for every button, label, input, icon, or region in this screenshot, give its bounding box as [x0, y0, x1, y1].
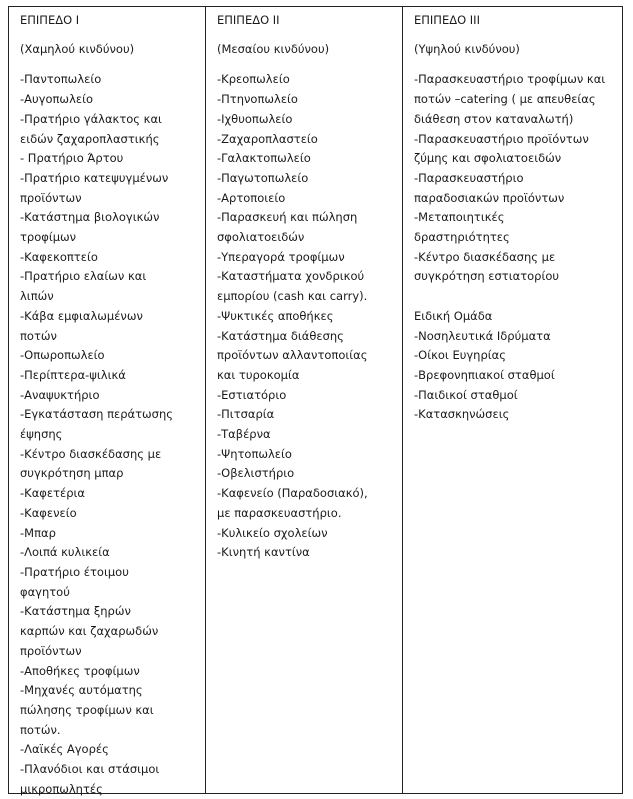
list — [414, 327, 616, 426]
list-item: ποτών — [20, 328, 57, 343]
list-item: -Βρεφονηπιακοί σταθμοί — [414, 367, 555, 382]
list-item: -Ζαχαροπλαστείο — [217, 131, 318, 146]
column-level-1 — [9, 7, 205, 796]
list-item: -Κατάστημα διάθεσης — [217, 328, 344, 343]
list-item: διάθεση στον καταναλωτή) — [414, 111, 574, 126]
list-item: -Πρατήριο γάλακτος και — [20, 111, 162, 126]
list-item: -Γαλακτοπωλείο — [217, 151, 311, 166]
list-item: ποτών –catering ( με απευθείας — [414, 92, 596, 107]
list-item: έψησης — [20, 427, 63, 442]
list-item: συγκρότηση εστιατορίου — [414, 269, 560, 284]
list-item: σφολιατοειδών — [217, 230, 305, 245]
list-item: -Πλανόδιοι και στάσιμοι — [20, 762, 160, 777]
list-item: -Παρασκευαστήριο τροφίμων και — [414, 72, 606, 87]
list — [217, 70, 396, 563]
column-subheader: (Μεσαίου κινδύνου) — [217, 41, 330, 56]
list-item: -Αρτοποιείο — [217, 190, 286, 205]
column-subheader: (Χαμηλού κινδύνου) — [20, 41, 135, 56]
list-item: -Κυλικείο σχολείων — [217, 525, 328, 540]
spacer — [414, 287, 616, 307]
list-item: -Μηχανές αυτόματης — [20, 683, 143, 698]
list-item: -Πτηνοπωλείο — [217, 92, 298, 107]
list-item: μικροπωλητές — [20, 781, 103, 796]
list-item: -Κατάστημα ξηρών — [20, 604, 131, 619]
list-item: -Πρατήριο ελαίων και — [20, 269, 147, 284]
list-item: -Κατασκηνώσεις — [414, 407, 510, 422]
list-item: προϊόντων αλλαντοποιίας — [217, 348, 368, 363]
list-item: -Κατάστημα βιολογικών — [20, 210, 160, 225]
list-item: -Ταβέρνα — [217, 427, 271, 442]
list-item: παραδοσιακών προϊόντων — [414, 190, 565, 205]
list-item: -Λαϊκές Αγορές — [20, 742, 109, 757]
column-header: ΕΠΙΠΕΔΟ Ι — [20, 13, 80, 27]
list-item: καρπών και ζαχαρωδών — [20, 624, 159, 639]
list-item: -Αυγοπωλείο — [20, 92, 94, 107]
list — [20, 70, 199, 799]
list-item: -Κέντρο διασκέδασης με — [20, 446, 162, 461]
list-item: -Κάβα εμφιαλωμένων — [20, 308, 143, 323]
column-header: ΕΠΙΠΕΔΟ ΙΙΙ — [414, 13, 480, 27]
list-item: -Εστιατόριο — [217, 387, 287, 402]
list — [414, 70, 616, 287]
list-item: με παρασκευαστήριο. — [217, 505, 342, 520]
list-item: -Καφεκοπτείο — [20, 249, 98, 264]
list-item: -Παιδικοί σταθμοί — [414, 387, 518, 402]
list-item: λιπών — [20, 289, 54, 304]
list-item: προϊόντων — [20, 190, 82, 205]
list-item: ποτών. — [20, 722, 61, 737]
list-item: -Οβελιστήριο — [217, 466, 295, 481]
list-item: -Ιχθυοπωλείο — [217, 111, 293, 126]
list-item: πώλησης τροφίμων και — [20, 702, 154, 717]
list-item: δραστηριότητες — [414, 230, 510, 245]
list-item: -Πρατήριο έτοιμου — [20, 564, 129, 579]
column-header: ΕΠΙΠΕΔΟ ΙΙ — [217, 13, 280, 27]
list-item: -Κέντρο διασκέδασης με — [414, 249, 556, 264]
list-item: -Καφενείο — [20, 505, 77, 520]
risk-level-table — [8, 6, 623, 794]
list-item: - Πρατήριο Άρτου — [20, 151, 124, 166]
list-item: -Μπαρ — [20, 525, 56, 540]
list-item: -Πιτσαρία — [217, 407, 275, 422]
list-item: -Παντοπωλείο — [20, 72, 102, 87]
list-item: -Αποθήκες τροφίμων — [20, 663, 140, 678]
list-item: -Μεταποιητικές — [414, 210, 505, 225]
list-item: -Πρατήριο κατεψυγμένων — [20, 170, 169, 185]
column-level-2 — [205, 7, 402, 793]
list-item: -Οπωροπωλείο — [20, 348, 105, 363]
list-item: -Κινητή καντίνα — [217, 545, 310, 560]
list-item: -Καφενείο (Παραδοσιακό), — [217, 486, 368, 501]
list-item: και τυροκομία — [217, 367, 300, 382]
list-item: -Εγκατάσταση περάτωσης — [20, 407, 174, 422]
list-item: -Οίκοι Ευγηρίας — [414, 348, 506, 363]
list-item: εμπορίου (cash και carry). — [217, 289, 368, 304]
list-item: -Παρασκευαστήριο — [414, 170, 524, 185]
list-item: ειδών ζαχαροπλαστικής — [20, 131, 160, 146]
list-item: -Καταστήματα χονδρικού — [217, 269, 365, 284]
list-item: -Καφετέρια — [20, 486, 85, 501]
list-item: -Αναψυκτήριο — [20, 387, 100, 402]
list-item: -Νοσηλευτικά Ιδρύματα — [414, 328, 551, 343]
list-item: -Ψητοπωλείο — [217, 446, 292, 461]
list-item: προϊόντων — [20, 643, 82, 658]
list-item: -Υπεραγορά τροφίμων — [217, 249, 345, 264]
column-level-3 — [402, 7, 622, 793]
special-group-title: Ειδική Ομάδα — [414, 308, 493, 323]
column-subheader: (Υψηλού κινδύνου) — [414, 41, 520, 56]
list-item: -Κρεοπωλείο — [217, 72, 290, 87]
list-item: συγκρότηση μπαρ — [20, 466, 124, 481]
list-item: -Ψυκτικές αποθήκες — [217, 308, 334, 323]
list-item: τροφίμων — [20, 230, 77, 245]
list-item: -Περίπτερα-ψιλικά — [20, 367, 126, 382]
list-item: -Παρασκευαστήριο προϊόντων — [414, 131, 589, 146]
list-item: φαγητού — [20, 584, 70, 599]
list-item: -Λοιπά κυλικεία — [20, 545, 110, 560]
list-item: -Παρασκευή και πώληση — [217, 210, 358, 225]
list-item: -Παγωτοπωλείο — [217, 170, 309, 185]
list-item: ζύμης και σφολιατοειδών — [414, 151, 562, 166]
